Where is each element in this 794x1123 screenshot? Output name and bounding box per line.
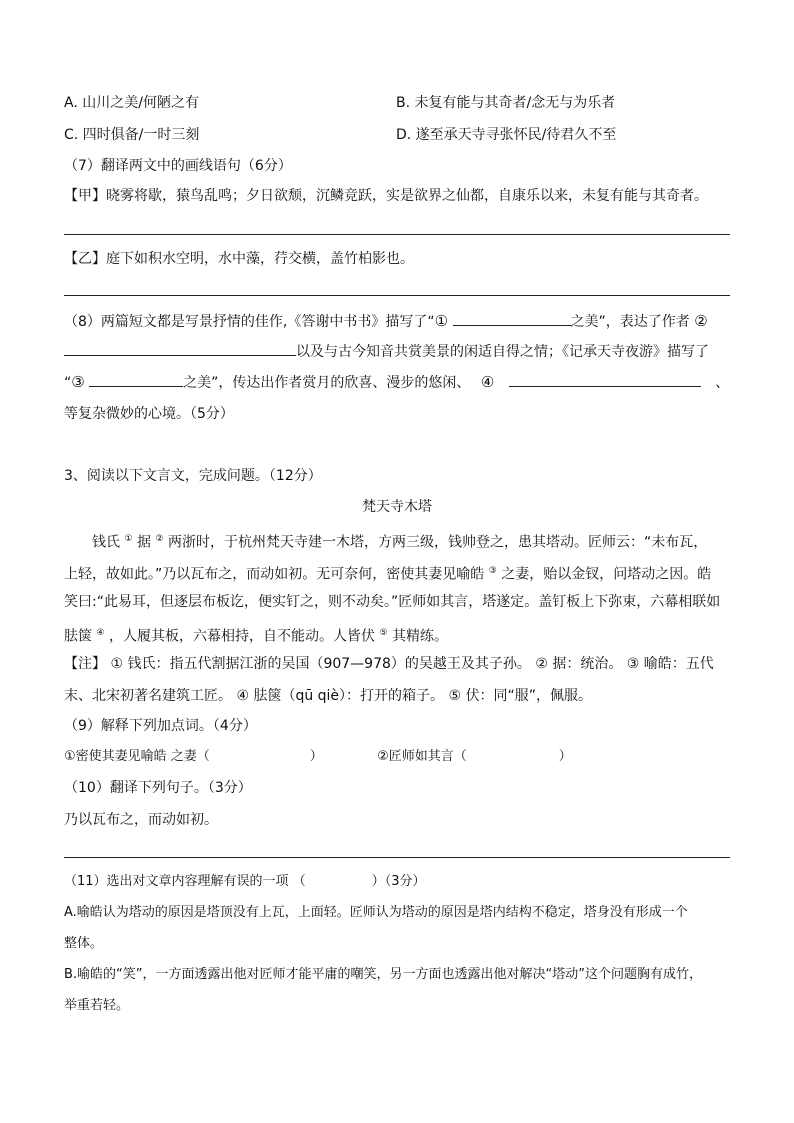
q8-text-4: “: [64, 375, 72, 391]
footnote-ref-2: ②: [155, 534, 164, 544]
q9-items: [64, 747, 732, 767]
q9-heading: （9）解释下列加点词。（4分）: [64, 718, 257, 734]
passage-text: 胠箧: [64, 628, 92, 645]
q7-jia-sentence: 【甲】晓雾将歇，猿鸟乱鸣；夕日欲颓，沉鳞竞跃，实是欲界之仙都，自康乐以来，未复有能与其奇者。: [64, 188, 708, 204]
q8-circled-2: ②: [694, 312, 708, 330]
option-c: C. 四时俱备/一时三刻: [64, 127, 200, 143]
q11-option-b-line-1: B.喻皓的“笑”，一方面透露出他对匠师才能平庸的嘲笑，另一方面也透露出他对解决“塔动”这个问题胸有成竹，: [64, 967, 702, 982]
footnote-ref-1: ①: [124, 534, 133, 544]
q8-text-3: 以及与古今知音共赏美景的闲适自得之情；《记承天寺夜游》描写了: [296, 344, 709, 360]
q8-text-5: 之美”，传达出作者赏月的欣喜、漫步的悠闲、: [183, 375, 471, 391]
q7-yi-sentence: 【乙】庭下如积水空明，水中藻，荇交横，盖竹柏影也。: [64, 251, 414, 267]
q8-circled-4: ④: [480, 373, 495, 391]
passage-title: 梵天寺木塔: [362, 499, 432, 515]
q8-blank-1[interactable]: [453, 311, 571, 326]
footnote-ref-5: ⑤: [379, 628, 388, 638]
passage-text: 上轻，故如此。”乃以瓦布之，而动如初。无可奈何，密使其妻见喻皓: [64, 566, 485, 583]
q9-item-1-close: ）: [309, 749, 323, 764]
q11-heading-score: ）（3分）: [371, 874, 426, 889]
q3-heading: 3、阅读以下文言文，完成问题。（12分）: [64, 468, 322, 484]
option-a: A. 山川之美/何陋之有: [64, 95, 199, 111]
notes-line-1: 【注】 ① 钱氏：指五代割据江浙的吴国（907—978）的吴越王及其子孙。 ② 据：统治。 ③ 喻皓：五代: [64, 656, 714, 672]
passage-text: 其精练。: [391, 628, 448, 645]
passage-text: ，人履其板，六幕相持，自不能动。人皆伏: [108, 628, 375, 645]
answer-line-q7-jia[interactable]: [64, 234, 730, 235]
passage-line-4: [64, 623, 732, 647]
passage-line-1: [92, 529, 732, 553]
q9-item-2: ②匠师如其言（: [377, 749, 467, 764]
q11-option-b-line-2: 举重若轻。: [64, 998, 130, 1013]
q8-line-3: [64, 372, 732, 393]
q8-line-1: [64, 311, 732, 332]
passage-line-3: 笑曰:“此易耳，但逐层布板讫，便实钉之，则不动矣。”匠师如其言，塔遂定。盖钉板上下弥束，六幕相联如: [64, 594, 721, 610]
passage-text: 据: [136, 534, 151, 551]
passage-text: 钱氏: [92, 534, 120, 551]
q8-line-2: [64, 341, 732, 362]
answer-line-q7-yi[interactable]: [64, 295, 730, 296]
passage-text: 之妻，贻以金钗，问塔动之因。皓: [501, 566, 712, 583]
q7-heading: （7）翻译两文中的画线语句（6分）: [64, 158, 292, 174]
q8-circled-3: ③: [71, 373, 85, 391]
q10-heading: （10）翻译下列句子。（3分）: [64, 780, 252, 796]
q8-blank-2[interactable]: [64, 341, 296, 356]
q8-text-1: （8）两篇短文都是写景抒情的佳作,《答谢中书书》描写了“: [64, 314, 435, 330]
q8-blank-3[interactable]: [89, 372, 183, 387]
q11-heading-text: （11）选出对文章内容理解有误的一项 （: [64, 874, 306, 889]
q8-text-6: 、: [715, 375, 730, 391]
q8-line-4: 等复杂微妙的心境。（5分）: [64, 406, 234, 422]
q11-heading: [64, 872, 732, 892]
q8-blank-4[interactable]: [509, 372, 701, 387]
notes-line-2: 末、北宋初著名建筑工匠。 ④ 胠箧（qū qiè）：打开的箱子。 ⑤ 伏：同“服”，佩服。: [64, 688, 593, 704]
q9-item-2-close: ）: [558, 749, 572, 764]
passage-text: 两浙时，于杭州梵天寺建一木塔，方两三级，钱帅登之，患其塔动。匠师云：“未布瓦，: [167, 534, 708, 551]
q8-circled-1: ①: [434, 312, 449, 330]
q9-item-1: ①密使其妻见喻皓 之妻（: [64, 749, 210, 764]
footnote-ref-4: ④: [96, 628, 105, 638]
footnote-ref-3: ③: [488, 566, 497, 576]
option-b: B. 未复有能与其奇者/念无与为乐者: [396, 95, 616, 111]
q8-text-2: 之美”，表达了作者: [570, 314, 690, 330]
q11-option-a-line-2: 整体。: [64, 936, 104, 951]
answer-line-q10[interactable]: [64, 857, 730, 858]
passage-line-2: [64, 561, 732, 585]
q10-sentence: 乃以瓦布之，而动如初。: [64, 812, 218, 828]
q11-option-a-line-1: A.喻皓认为塔动的原因是塔顶没有上瓦，上面轻。匠师认为塔动的原因是塔内结构不稳定，塔身没有形成一个: [64, 905, 688, 920]
option-d: D. 遂至承天寺寻张怀民/待君久不至: [396, 127, 617, 143]
